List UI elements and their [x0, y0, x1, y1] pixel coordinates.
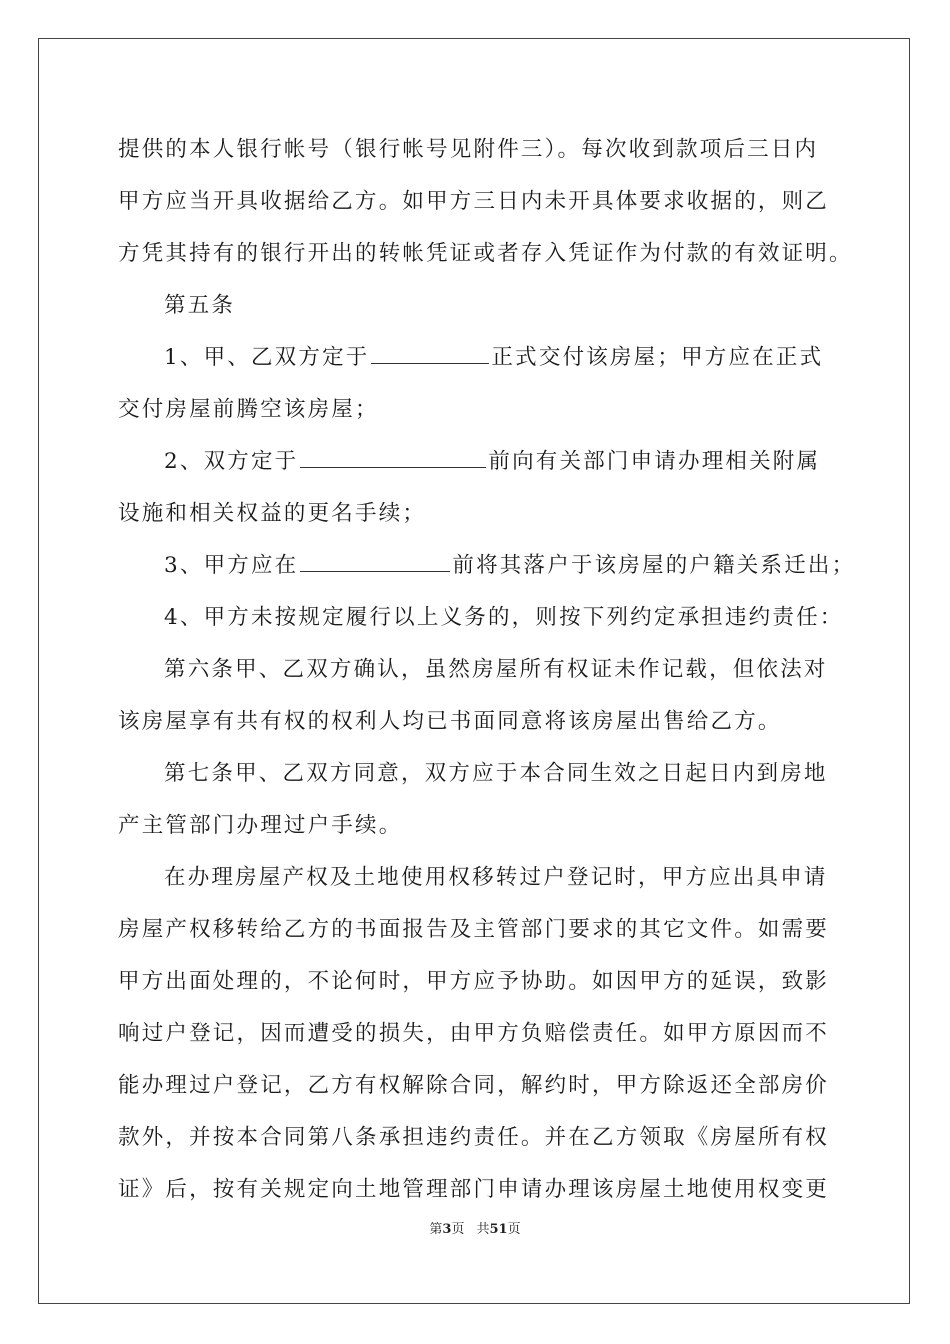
article-line: 第七条甲、乙双方同意，双方应于本合同生效之日起日内到房地 [164, 761, 828, 786]
fill-in-blank [371, 341, 489, 364]
clause-line [118, 540, 856, 592]
clause-text: 2、双方定于 [164, 449, 299, 474]
paragraph-line: 款外，并按本合同第八条承担违约责任。并在乙方领取《房屋所有权 [118, 1125, 830, 1150]
paragraph-line: 方凭其持有的银行开出的转帐凭证或者存入凭证作为付款的有效证明。 [118, 241, 853, 266]
paragraph-line: 甲方应当开具收据给乙方。如甲方三日内未开具体要求收据的，则乙 [118, 189, 830, 214]
total-prefix: 共 [476, 1222, 490, 1237]
total-pages: 51 [489, 1222, 508, 1237]
clause-line [118, 332, 838, 384]
clause-text: 3、甲方应在 [164, 553, 299, 578]
paragraph-line: 产主管部门办理过户手续。 [118, 813, 403, 838]
total-suffix: 页 [507, 1222, 521, 1237]
paragraph-line: 该房屋享有共有权的权利人均已书面同意将该房屋出售给乙方。 [118, 709, 782, 734]
clause-text: 正式交付该房屋；甲方应在正式 [491, 345, 824, 370]
document-body [118, 124, 856, 1216]
page-prefix: 第 [429, 1222, 443, 1237]
paragraph-line: 房屋产权移转给乙方的书面报告及主管部门要求的其它文件。如需要 [118, 917, 830, 942]
page-number: 3 [442, 1222, 452, 1237]
paragraph-line: 甲方出面处理的，不论何时，甲方应予协助。如因甲方的延误，致影 [118, 969, 830, 994]
paragraph-line: 提供的本人银行帐号（银行帐号见附件三）。每次收到款项后三日内 [118, 137, 819, 162]
fill-in-blank [300, 549, 450, 572]
article-line: 第六条甲、乙双方确认，虽然房屋所有权证未作记载，但依法对 [164, 657, 828, 682]
paragraph-line: 在办理房屋产权及土地使用权移转过户登记时，甲方应出具申请 [164, 865, 828, 890]
paragraph-line: 证》后，按有关规定向土地管理部门申请办理该房屋土地使用权变更 [118, 1177, 830, 1202]
page-footer [0, 1218, 950, 1237]
clause-text: 前将其落户于该房屋的户籍关系迁出； [452, 553, 856, 578]
fill-in-blank [300, 445, 486, 468]
clause-text: 前向有关部门申请办理相关附属 [488, 449, 821, 474]
paragraph-line: 响过户登记，因而遭受的损失，由甲方负赔偿责任。如甲方原因而不 [118, 1021, 830, 1046]
article-heading: 第五条 [164, 293, 236, 318]
page-suffix: 页 [451, 1222, 465, 1237]
paragraph-line: 能办理过户登记，乙方有权解除合同，解约时，甲方除返还全部房价 [118, 1073, 830, 1098]
clause-line [118, 436, 838, 488]
paragraph-line: 设施和相关权益的更名手续； [118, 501, 427, 526]
paragraph-line: 交付房屋前腾空该房屋； [118, 397, 379, 422]
clause-line: 4、甲方未按规定履行以上义务的，则按下列约定承担违约责任： [164, 605, 844, 630]
clause-text: 1、甲、乙双方定于 [164, 345, 370, 370]
